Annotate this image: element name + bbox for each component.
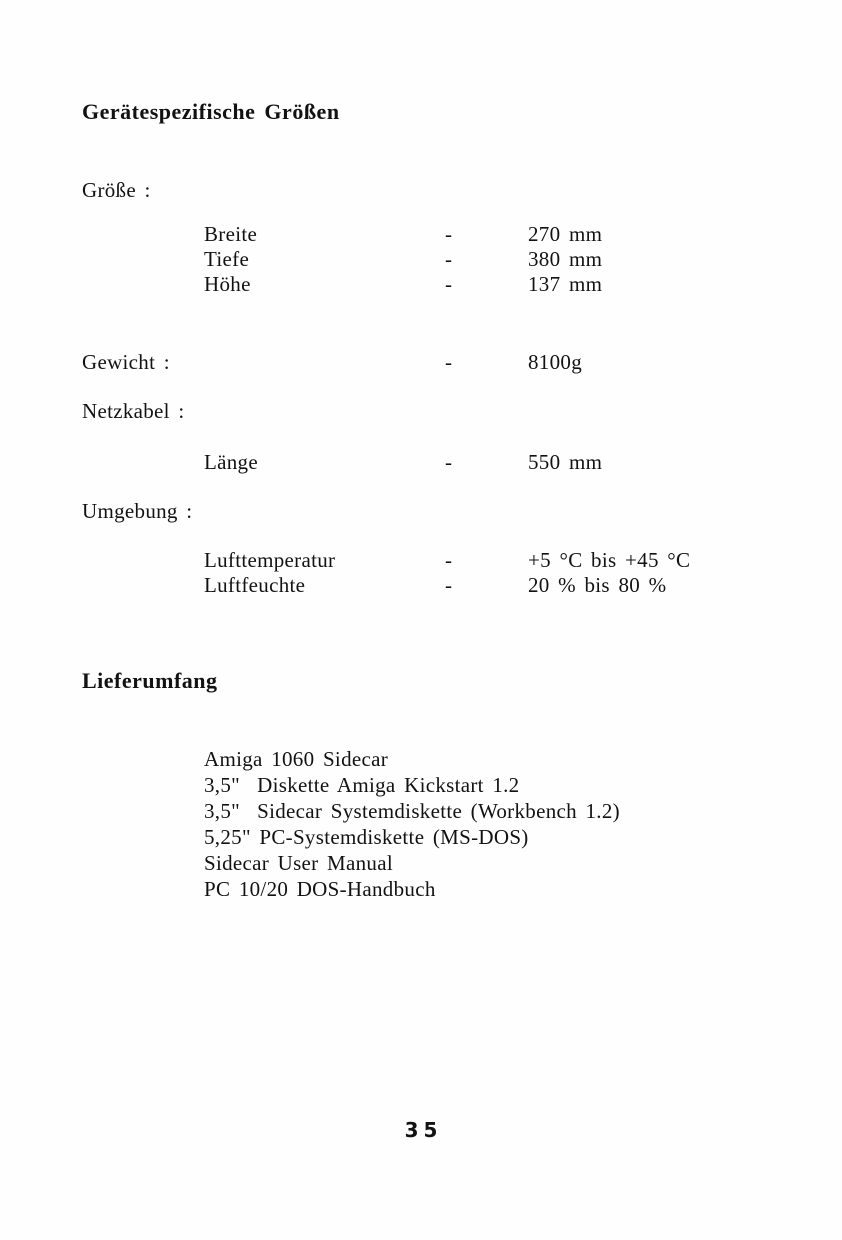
spec-value: 20 % bis 80 % <box>528 573 667 597</box>
section-heading-delivery: Lieferumfang <box>82 668 218 693</box>
delivery-item: PC 10/20 DOS-Handbuch <box>204 877 436 901</box>
spec-name: Breite <box>204 222 258 246</box>
groesse-rows <box>82 222 782 297</box>
spec-value: +5 °C bis +45 °C <box>528 548 691 572</box>
spec-dash: - <box>445 350 453 374</box>
spec-name: Höhe <box>204 272 251 296</box>
spec-dash: - <box>445 573 453 597</box>
spec-dash: - <box>445 222 453 246</box>
group-umgebung <box>82 499 782 598</box>
group-label-groesse: Größe : <box>82 178 151 202</box>
group-netzkabel <box>82 399 782 475</box>
umgebung-rows <box>82 548 782 598</box>
spec-row-breite <box>82 222 782 247</box>
section-heading-device-sizes: Gerätespezifische Größen <box>82 99 340 124</box>
spec-row-luftfeuchte <box>82 573 782 598</box>
spec-name: Lufttemperatur <box>204 548 336 572</box>
spacer <box>82 573 204 598</box>
spec-value: 380 mm <box>528 247 603 271</box>
spec-dash: - <box>445 272 453 296</box>
group-groesse <box>82 178 782 297</box>
spec-name: Luftfeuchte <box>204 573 306 597</box>
delivery-item: Amiga 1060 Sidecar <box>204 747 389 771</box>
spacer <box>82 450 204 475</box>
delivery-list <box>82 746 782 902</box>
spacer <box>82 548 204 573</box>
delivery-item: 5,25" PC-Systemdiskette (MS-DOS) <box>204 825 529 849</box>
group-label-umgebung: Umgebung : <box>82 499 193 523</box>
group-label-gewicht: Gewicht : <box>82 350 170 374</box>
spec-row-hoehe <box>82 272 782 297</box>
spec-dash: - <box>445 450 453 474</box>
spec-row-lufttemperatur <box>82 548 782 573</box>
spec-value: 137 mm <box>528 272 603 296</box>
page-number: 35 <box>404 1118 443 1142</box>
spec-row-gewicht <box>82 350 782 375</box>
spacer <box>82 247 204 272</box>
spec-value: 550 mm <box>528 450 603 474</box>
delivery-item: Sidecar User Manual <box>204 851 393 875</box>
spec-row-tiefe <box>82 247 782 272</box>
delivery-item: 3,5" Sidecar Systemdiskette (Workbench 1.2) <box>204 799 620 823</box>
spec-dash: - <box>445 548 453 572</box>
spacer <box>82 272 204 297</box>
spec-dash: - <box>445 247 453 271</box>
spec-row-laenge <box>82 450 782 475</box>
delivery-item: 3,5" Diskette Amiga Kickstart 1.2 <box>204 773 520 797</box>
spec-value: 270 mm <box>528 222 603 246</box>
spec-name: Tiefe <box>204 247 250 271</box>
spacer <box>82 222 204 247</box>
group-label-netzkabel: Netzkabel : <box>82 399 185 423</box>
spec-name: Länge <box>204 450 258 474</box>
spec-value: 8100g <box>528 350 582 374</box>
